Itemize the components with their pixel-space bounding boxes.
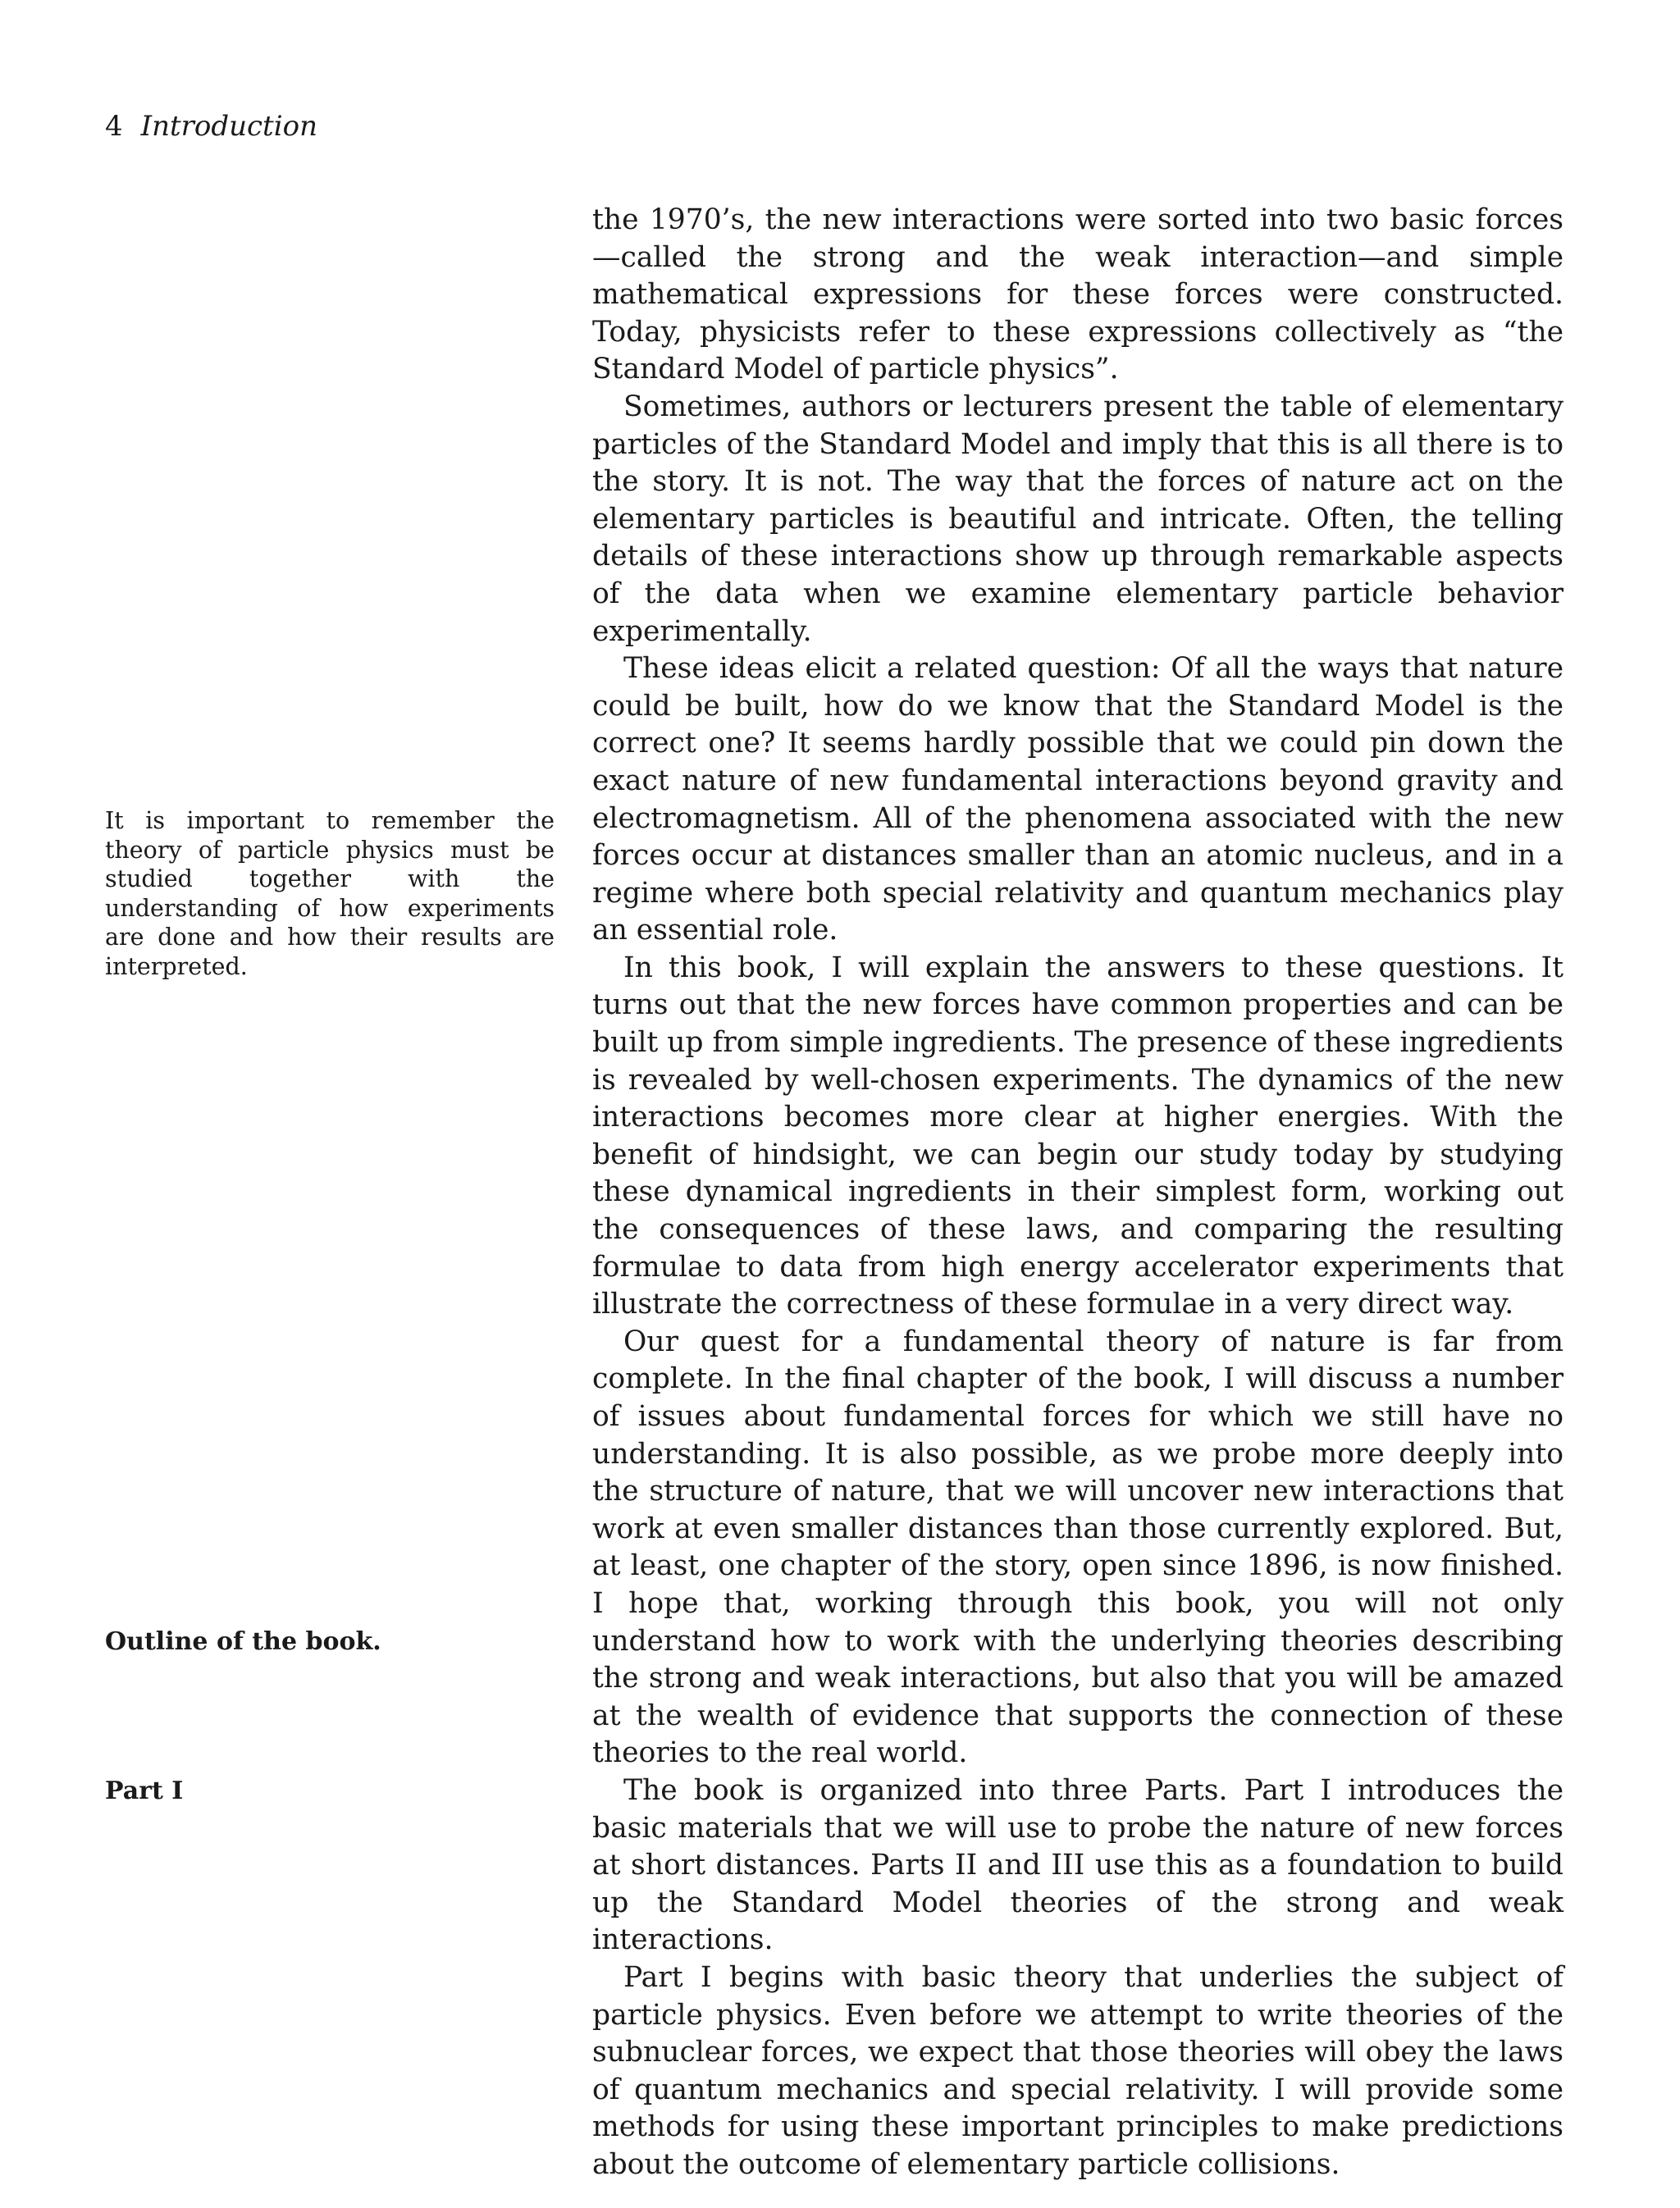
margin-heading-part-1: Part I xyxy=(105,1777,184,1805)
running-title: Introduction xyxy=(140,110,317,143)
body-paragraph-7: Part I begins with basic theory that underlies the subject of particle physics. Even before we attempt to write theories of the subnuclear forces, we expect that those theories will obey the laws of quantum mechanics and special relativity. I will provide some methods for using these important principles to make predictions about the outcome of elementary particle collisions. xyxy=(592,1960,1564,2181)
running-header xyxy=(105,110,317,143)
margin-note: It is important to remember the theory of particle physics must be studied together with the understanding of how experiments are done and how their results are interpreted. xyxy=(105,807,555,980)
body-paragraph-5: Our quest for a fundamental theory of nature is far from complete. In the final chapter of the book, I will discuss a number of issues about fundamental forces for which we still have no understanding. It is also possible, as we probe more deeply into the structure of nature, that we will uncover new interactions that work at even smaller distances than those currently explored. But, at least, one chapter of the story, open since 1896, is now finished. I hope that, working through this book, you will not only understand how to work with the underlying theories describing the strong and weak interactions, but also that you will be amazed at the wealth of evidence that supports the connection of these theories to the real world. xyxy=(592,1325,1564,1770)
body-paragraph-1: the 1970’s, the new interactions were sorted into two basic forces—called the strong and the weak interaction—and simple mathematical expressions for these forces were constructed. Today, physicists refer to these expressions collectively as “the Standard Model of particle physics”. xyxy=(592,203,1564,386)
page-number: 4 xyxy=(105,110,123,143)
body-paragraph-4: In this book, I will explain the answers to these questions. It turns out that the new forces have common properties and can be built up from simple ingredients. The presence of these ingredients is revealed by well-chosen experiments. The dynamics of the new interactions becomes more clear at higher energies. With the benefit of hindsight, we can begin our study today by studying these dynamical ingredients in their simplest form, working out the consequences of these laws, and comparing the resulting formulae to data from high energy accelerator experiments that illustrate the correctness of these formulae in a very direct way. xyxy=(592,951,1564,1321)
body-paragraph-6: The book is organized into three Parts. Part I introduces the basic materials that we will use to probe the nature of new forces at short distances. Parts II and III use this as a foundation to build up the Standard Model theories of the strong and weak interactions. xyxy=(592,1773,1564,1957)
margin-heading-outline: Outline of the book. xyxy=(105,1627,381,1656)
body-paragraph-2: Sometimes, authors or lecturers present the table of elementary particles of the Standard Model and imply that this is all there is to the story. It is not. The way that the forces of nature act on the elementary particles is beautiful and intricate. Often, the telling details of these interactions show up through remarkable aspects of the data when we examine elementary particle behavior experimentally. xyxy=(592,390,1564,648)
body-paragraph-3: These ideas elicit a related question: Of all the ways that nature could be built, how do we know that the Standard Model is the correct one? It seems hardly possible that we could pin down the exact nature of new fundamental interactions beyond gravity and electromagnetism. All of the phenomena associated with the new forces occur at distances smaller than an atomic nucleus, and in a regime where both special relativity and quantum mechanics play an essential role. xyxy=(592,652,1564,947)
main-text-column xyxy=(592,202,1564,2183)
